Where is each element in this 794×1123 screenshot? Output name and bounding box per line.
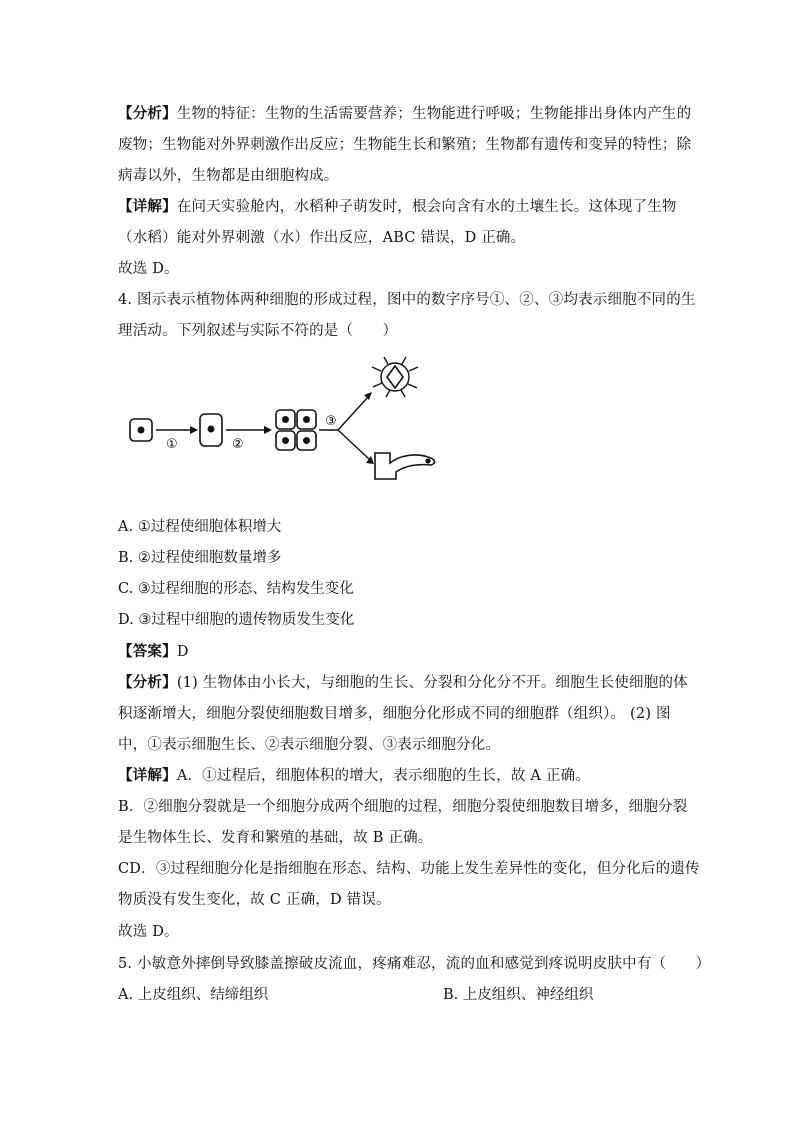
detail-tag: 【详解】 — [118, 198, 177, 215]
question-5-stem: 5. 小敏意外摔倒导致膝盖擦破皮流血，疼痛难忍，流的血和感觉到疼说明皮肤中有（ ） — [118, 956, 711, 972]
analysis-text: 积逐渐增大，细胞分裂使细胞数目增多，细胞分化形成不同的细胞群（组织）。 (2) 图 — [118, 706, 671, 722]
analysis-text: (1) 生物体由小长大，与细胞的生长、分裂和分化分不开。细胞生长使细胞的体 — [176, 675, 688, 691]
detail-text: 是生物体生长、发育和繁殖的基础，故 B 正确。 — [118, 830, 433, 846]
arrow-2-icon — [226, 426, 272, 434]
analysis-text: 废物；生物能对外界刺激作出反应；生物能生长和繁殖；生物都有遗传和变异的特性；除 — [118, 137, 692, 153]
guard-cell-icon — [372, 357, 418, 397]
detail-text: B．②细胞分裂就是一个细胞分成两个细胞的过程，细胞分裂使细胞数目增多，细胞分裂 — [118, 799, 688, 815]
option-a: A. 上皮组织、结缔组织 — [118, 987, 269, 1003]
analysis-paragraph — [118, 104, 692, 124]
analysis-text: 病毒以外，生物都是由细胞构成。 — [118, 168, 339, 184]
analysis-tag: 【分析】 — [118, 105, 177, 122]
divided-cells-icon — [276, 410, 316, 450]
label-step-1: ① — [166, 437, 178, 452]
question-4-stem: 4. 图示表示植物体两种细胞的形成过程，图中的数字序号①、②、③均表示细胞不同的生 — [118, 292, 696, 308]
option-b: B. 上皮组织、神经组织 — [443, 987, 594, 1003]
detail-paragraph — [118, 197, 678, 217]
root-hair-cell-icon — [375, 453, 435, 479]
analysis-text: 中，①表示细胞生长、②表示细胞分裂、③表示细胞分化。 — [118, 737, 501, 753]
detail-text: 在问天实验舱内，水稻种子萌发时，根会向含有水的土壤生长。这体现了生物 — [176, 199, 677, 215]
detail-text: A．①过程后，细胞体积的增大，表示细胞的生长，故 A 正确。 — [176, 768, 590, 784]
conclusion: 故选 D。 — [118, 924, 179, 940]
option-a: A. ①过程使细胞体积增大 — [118, 519, 282, 535]
detail-tag: 【详解】 — [118, 767, 177, 784]
single-cell-icon — [130, 419, 152, 441]
conclusion: 故选 D。 — [118, 261, 179, 277]
detail-text: （水稻）能对外界刺激（水）作出反应，ABC 错误，D 正确。 — [118, 230, 526, 246]
option-d: D. ③过程中细胞的遗传物质发生变化 — [118, 612, 355, 628]
answer-value: D — [176, 644, 189, 660]
analysis-tag: 【分析】 — [118, 674, 177, 691]
arrow-1-icon — [156, 426, 198, 434]
answer-line — [118, 642, 678, 662]
detail-text: CD．③过程细胞分化是指细胞在形态、结构、功能上发生差异性的变化，但分化后的遗传 — [118, 861, 700, 877]
option-b: B. ②过程使细胞数量增多 — [118, 550, 282, 566]
analysis-paragraph — [118, 673, 688, 693]
label-step-2: ② — [232, 437, 244, 452]
detail-paragraph — [118, 766, 678, 786]
analysis-text: 生物的特征：生物的生活需要营养；生物能进行呼吸；生物能排出身体内产生的 — [176, 106, 692, 122]
grown-cell-icon — [200, 414, 222, 446]
answer-tag: 【答案】 — [118, 643, 177, 660]
cell-process-diagram — [128, 355, 448, 485]
question-4-stem: 理活动。下列叙述与实际不符的是（ ） — [118, 323, 398, 339]
detail-text: 物质没有发生变化，故 C 正确，D 错误。 — [118, 892, 391, 908]
label-step-3: ③ — [325, 414, 337, 429]
option-c: C. ③过程细胞的形态、结构发生变化 — [118, 581, 354, 597]
